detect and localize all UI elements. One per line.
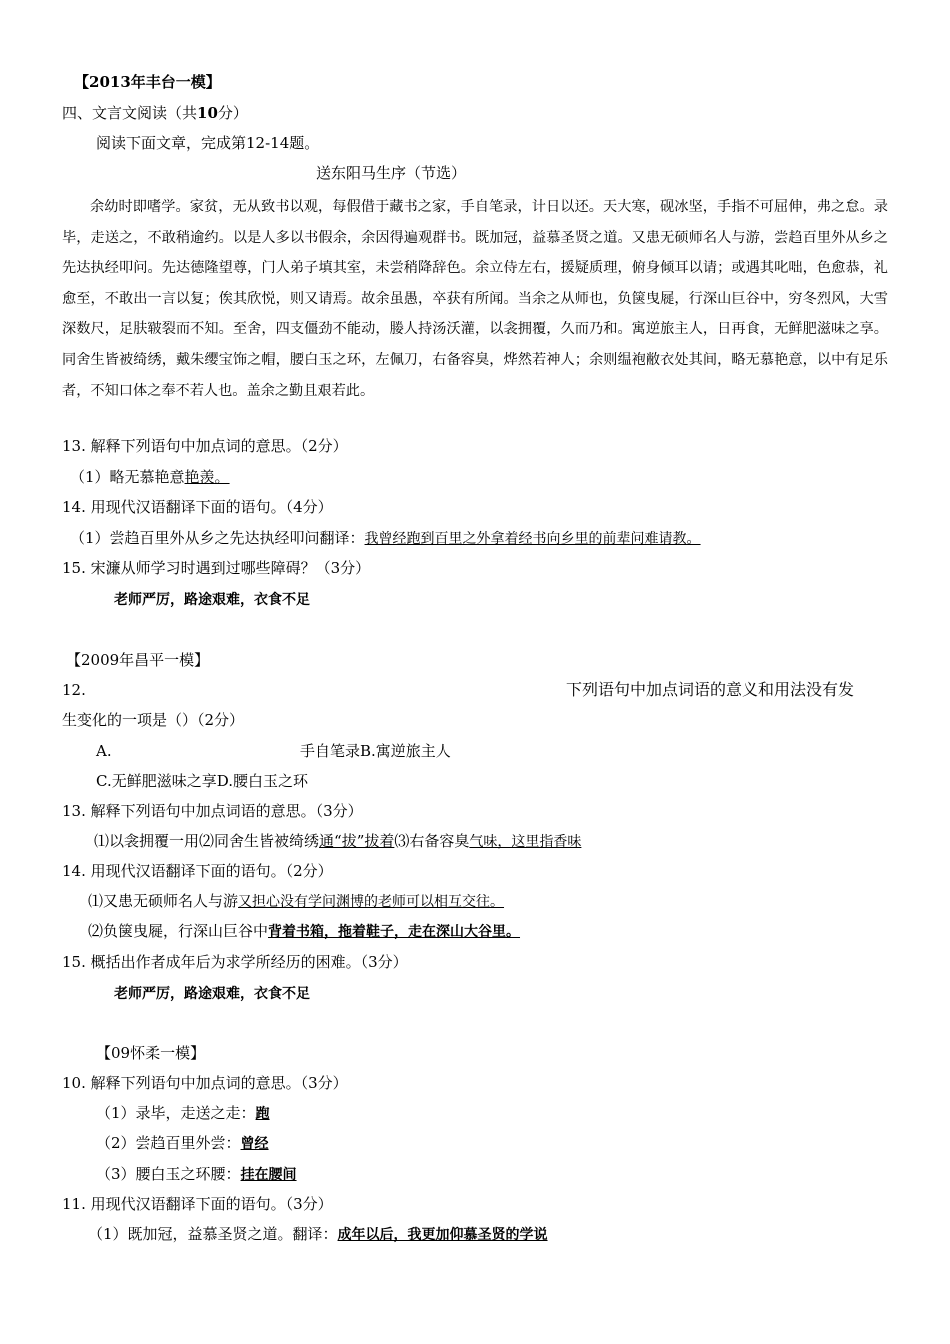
heading-score: 10 [197,104,218,122]
s1-q13: 13. 解释下列语句中加点词的意思。（2分） [62,437,348,455]
s3-q10-item2 [96,1133,269,1154]
s3-q11-item1-prompt: （1）既加冠，益慕圣贤之道。翻译： [88,1225,338,1243]
s3-q10-item3 [96,1164,297,1185]
s2-q13-item2-answer: 通“拔”拔着 [319,832,395,850]
s3-q10: 10. 解释下列语句中加点词的意思。（3分） [62,1074,348,1092]
s3-q11-item1 [88,1224,548,1245]
s3-q10-item3-answer: 挂在腰间 [240,1167,297,1183]
s1-q14-item1-answer: 我曾经跑到百里之外拿着经书向乡里的前辈问难请教。 [364,531,701,547]
s2-q12-option-c: C.无鲜肥滋味之享 [96,772,217,790]
s1-q13-item1-answer: 艳羡。 [184,468,230,486]
s2-q14-item1-prompt: ⑴又患无硕师名人与游 [88,892,239,910]
s3-q10-item1-answer: 跑 [255,1106,270,1122]
s2-q15: 15. 概括出作者成年后为求学所经历的困难。（3分） [62,953,408,971]
s2-q12-option-a-b [300,741,451,761]
s3-q10-item1 [96,1103,270,1124]
s2-q14-item2-answer: 背着书箱，拖着鞋子，走在深山大谷里。 [268,924,521,940]
s3-q10-item2-prompt: （2）尝趋百里外尝： [96,1134,241,1152]
s3-q10-item1-prompt: （1）录毕，走送之走： [96,1104,256,1122]
s2-q15-answer: 老师严厉，路途艰难，衣食不足 [114,986,310,1002]
source-bracket: 【 [74,73,90,91]
s2-q12-option-d: D.腰白玉之环 [216,772,308,790]
s2-q13: 13. 解释下列语句中加点词语的意思。（3分） [62,802,363,820]
s2-q13-items [94,831,581,852]
s2-q12-options-c-d [96,771,308,791]
passage-title: 送东阳马生序（节选） [316,164,467,182]
s3-q11: 11. 用现代汉语翻译下面的语句。（3分） [62,1195,333,1213]
s3-q10-item2-answer: 曾经 [240,1136,269,1152]
source-09-huairou: 【09怀柔一模】 [96,1044,206,1062]
s2-q13-item1-prompt: ⑴以衾拥覆一用 [94,832,200,850]
s1-q13-item1 [70,467,230,487]
s1-q15-answer: 老师严厉，路途艰难，衣食不足 [114,592,310,608]
s1-q15: 15. 宋濂从师学习时遇到过哪些障碍？（3分） [62,559,371,577]
s2-q13-item3-prompt: ⑶右备容臭 [394,832,470,850]
source-2013-fengtai [74,72,221,92]
heading-pre: 四、文言文阅读（共 [62,104,198,122]
heading-post: 分） [217,104,248,122]
s2-q12-number: 12. [62,681,86,699]
s2-q12-option-a-text: 手自笔录 [300,742,361,760]
source-2009-changping: 【2009年昌平一模】 [66,651,210,669]
s2-q14-item2-prompt: ⑵负箧曳屣，行深山巨谷中 [88,922,269,940]
source-rest: 年丰台一模】 [130,73,221,91]
s2-q12-option-b: B.寓逆旅主人 [360,742,451,760]
s2-q13-item2-prompt: ⑵同舍生皆被绮绣 [199,832,320,850]
s2-q13-item3-answer: 气味，这里指香味 [469,834,582,850]
s2-q12-text-a: 下列语句中加点词语的意义和用法没有发 [566,680,855,699]
s2-q12-option-a-label: A. [96,742,112,760]
s1-q13-item1-prompt: （1）略无慕艳意 [70,468,185,486]
s2-q14: 14. 用现代汉语翻译下面的语句。（2分） [62,862,333,880]
s1-q14: 14. 用现代汉语翻译下面的语句。（4分） [62,498,333,516]
s1-q14-item1-prompt: （1）尝趋百里外从乡之先达执经叩问翻译： [70,529,365,547]
s3-q10-item3-prompt: （3）腰白玉之环腰： [96,1165,241,1183]
s2-q12-text-b: 生变化的一项是（）（2分） [62,711,245,729]
s2-q14-item1-answer: 又担心没有学问渊博的老师可以相互交往。 [238,894,505,910]
reading-instruction: 阅读下面文章，完成第12-14题。 [96,134,320,152]
source-year: 2013 [89,73,131,91]
section-heading [62,103,248,123]
s1-q14-item1 [70,528,701,549]
s3-q11-item1-answer: 成年以后，我更加仰慕圣贤的学说 [337,1227,548,1243]
s2-q14-item2 [88,921,520,942]
passage-text: 余幼时即嗜学。家贫，无从致书以观，每假借于藏书之家，手自笔录，计日以还。天大寒，砚冰坚，手指不可屈伸，弗之怠。录毕，走送之，不敢稍逾约。以是人多以书假余，余因得遍观群书。既加冠，益慕圣贤之道。又患无硕师名人与游，尝趋百里外从乡之先达执经叩问。先达德隆望尊，门人弟子填其室，未尝稍降辞色。余立侍左右，援疑质理，俯身倾耳以请；或遇其叱咄，色愈恭，礼愈至，不敢出一言以复；俟其欣悦，则又请焉。故余虽愚，卒获有所闻。当余之从师也，负箧曳屣，行深山巨谷中，穷冬烈风，大雪深数尺，足肤皲裂而不知。至舍，四支僵劲不能动，媵人持汤沃灌，以衾拥覆，久而乃和。寓逆旅主人，日再食，无鲜肥滋味之享。同舍生皆被绮绣，戴朱缨宝饰之帽，腰白玉之环，左佩刀，右备容臭，烨然若神人；余则缊袍敝衣处其间，略无慕艳意，以中有足乐者，不知口体之奉不若人也。盖余之勤且艰若此。 [62,199,888,399]
s2-q14-item1 [88,891,504,912]
